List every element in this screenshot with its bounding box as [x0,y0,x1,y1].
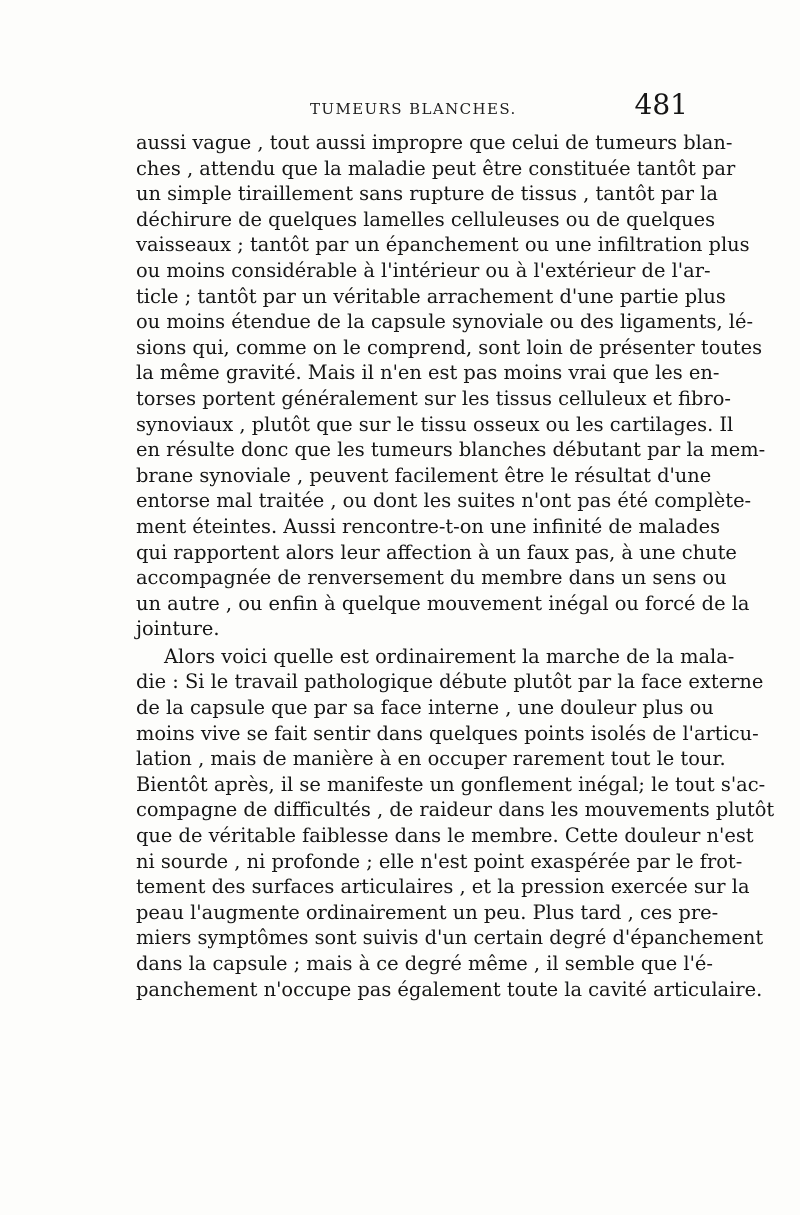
text-line: que de véritable faiblesse dans le membre. Cette douleur n'est [136,824,754,848]
text-line: vaisseaux ; tantôt par un épanchement ou une infiltration plus [136,233,750,257]
running-title: TUMEURS BLANCHES. [310,100,517,118]
text-line: ment éteintes. Aussi rencontre-t-on une infinité de malades [136,514,721,538]
text-line: en résulte donc que les tumeurs blanches débutant par la mem- [136,438,766,462]
text-line: panchement n'occupe pas également toute la cavité articulaire. [136,977,763,1001]
paragraph-2 [136,644,775,1002]
text-line: ches , attendu que la maladie peut être constituée tantôt par [136,156,736,180]
text-line: ou moins considérable à l'intérieur ou à l'extérieur de l'ar- [136,258,711,282]
text-line: déchirure de quelques lamelles celluleuses ou de quelques [136,207,716,231]
text-line: peau l'augmente ordinairement un peu. Plus tard , ces pre- [136,900,719,924]
text-line: de la capsule que par sa face interne , une douleur plus ou [136,696,714,720]
text-line: la même gravité. Mais il n'en est pas moins vrai que les en- [136,361,720,385]
text-line: entorse mal traitée , ou dont les suites n'ont pas été complète- [136,489,752,513]
text-line: brane synoviale , peuvent facilement être le résultat d'une [136,463,712,487]
body-text [136,130,775,1002]
text-line: synoviaux , plutôt que sur le tissu osseux ou les cartilages. Il [136,412,734,436]
text-line: ou moins étendue de la capsule synoviale ou des ligaments, lé- [136,310,754,334]
text-line: un autre , ou enfin à quelque mouvement inégal ou forcé de la [136,591,750,615]
text-line: ni sourde , ni profonde ; elle n'est point exaspérée par le frot- [136,849,743,873]
text-line: aussi vague , tout aussi impropre que celui de tumeurs blan- [136,131,733,154]
text-line: sions qui, comme on le comprend, sont loin de présenter toutes [136,335,763,359]
text-line: miers symptômes sont suivis d'un certain degré d'épanchement [136,926,764,950]
text-line: jointure. [136,617,220,641]
text-line: ticle ; tantôt par un véritable arrachement d'une partie plus [136,284,726,308]
text-line: torses portent généralement sur les tissus celluleux et fibro- [136,386,731,410]
text-line: dans la capsule ; mais à ce degré même , il semble que l'é- [136,952,713,975]
text-line: compagne de difficultés , de raideur dans les mouvements plutôt [136,798,775,822]
text-line: un simple tiraillement sans rupture de tissus , tantôt par la [136,182,718,206]
text-line: qui rapportent alors leur affection à un faux pas, à une chute [136,540,737,564]
text-line: accompagnée de renversement du membre dans un sens ou [136,566,727,590]
text-line: die : Si le travail pathologique débute plutôt par la face externe [136,670,764,694]
text-line: Alors voici quelle est ordinairement la marche de la mala- [164,644,735,668]
text-line: moins vive se fait sentir dans quelques points isolés de l'articu- [136,721,759,745]
text-line: tement des surfaces articulaires , et la pression exercée sur la [136,875,750,899]
running-head [140,88,688,126]
text-line: lation , mais de manière à en occuper rarement tout le tour. [136,747,726,771]
paragraph-1 [136,130,766,642]
text-line: Bientôt après, il se manifeste un gonflement inégal; le tout s'ac- [136,772,766,796]
page-number: 481 [634,88,688,121]
